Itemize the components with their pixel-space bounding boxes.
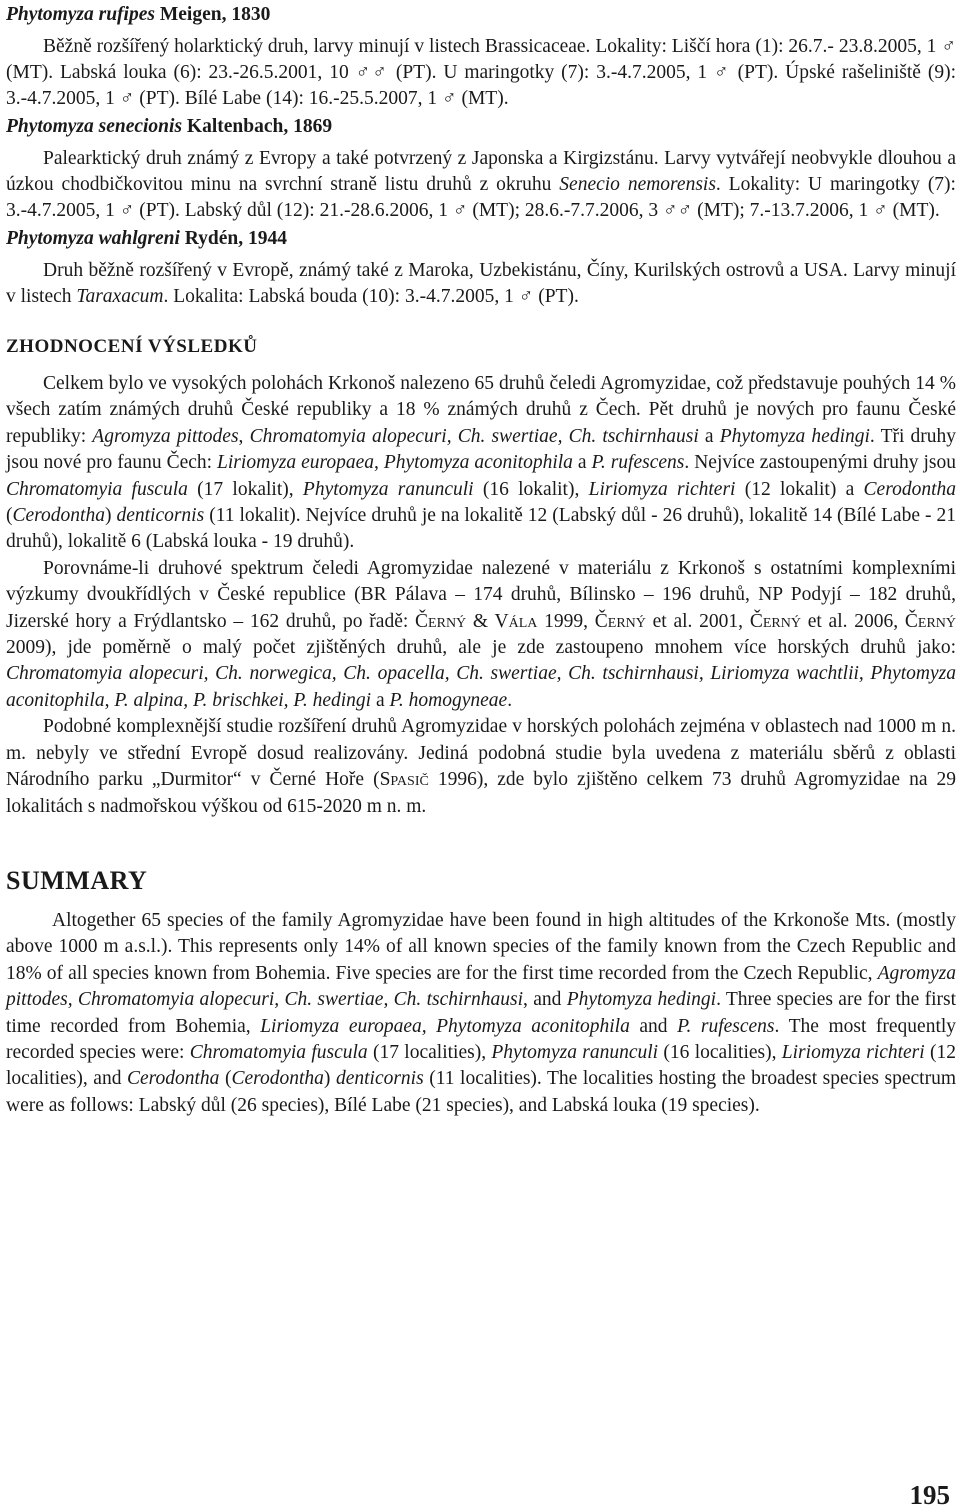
text-run: , [104,689,115,711]
text-run: a [572,452,592,474]
italic-run: Phytomyza hedingi [719,425,870,447]
italic-run: Phytomyza hedingi [566,989,717,1011]
author-citation: Černý & Vála [415,610,538,632]
document-page [6,0,956,1119]
italic-run: Chromatomyia alopecuri, Ch. swertiae, Ch. tschirnhausi [249,425,699,447]
italic-run: Agromyza pittodes [92,425,239,447]
italic-run: Taraxacum [76,286,164,307]
text-run: (16 localities), [658,1041,782,1063]
text-run: Altogether 65 species of the family Agromyzidae have been found in high altitudes of the Krkonoše Mts. (mostly above 1000 m a.s.l.). This represents only 14% of all known species of the family known from the Czech Republic and 18% of all species known from Bohemia. Five species are for the first time recorded from the Czech Republic, [6,909,956,984]
species-entry [6,115,956,224]
italic-run: Phytomyza ranunculi [491,1041,659,1063]
text-run: (12 lokalit) a [735,478,864,500]
italic-run: denticornis [335,1068,424,1090]
text-run: . Nejvíce zastoupenými druhy jsou [684,452,956,474]
text-run: . The most frequently recorded species were: [6,1015,957,1063]
text-run: (11 localities). The localities hosting the broadest species spectrum were as follows: Labský důl (26 species), Bílé Labe (21 species), and Labská louka (19 species). [6,1068,956,1116]
text-run: ) [323,1068,336,1090]
summary-paragraph [6,908,956,1119]
italic-run: P. rufescens [677,1015,775,1037]
italic-run: Chromatomyia alopecuri, Ch. norwegica, Ch. opacella, Ch. swertiae, Ch. tschirnhausi, Liriomyza wachtlii, Phytomyza aconitophila [6,663,956,711]
text-run: . Lokality: U maringotky (7): 3.-4.7.2005, 1 ♂ (PT). Labský důl (12): 21.-28.6.2006, 1 ♂ (MT); 28.6.-7.7.2006, 3 ♂♂ (MT); 7.-13.7.2006, 1 ♂ (MT). [6,174,956,221]
results-heading: ZHODNOCENÍ VÝSLEDKŮ [6,336,258,357]
italic-run: P. homogyneae [389,689,508,711]
text-run: and [629,1015,678,1037]
italic-run: Cerodontha [863,478,956,500]
summary-heading: SUMMARY [6,865,148,895]
author-citation: Černý [594,610,646,632]
italic-run: Senecio nemorensis [559,174,716,195]
text-run: (17 localities), [367,1041,492,1063]
species-author: Meigen, 1830 [154,4,271,25]
text-run: , [238,425,250,447]
text-run: Podobné komplexnější studie rozšíření druhů Agromyzidae v horských polohách zejména v oblastech nad 1000 m n. m. nebyly ve střední Evropě dosud realizovány. Jediná podobná studie byla uvedena z materiálu sběrů z oblasti Národního parku „Durmitor“ v Černé Hoře ( [6,716,956,791]
species-text [6,258,956,310]
italic-run: Liriomyza europaea, Phytomyza aconitophila [217,452,573,474]
italic-run: Chromatomyia fuscula [189,1041,368,1063]
text-run: . Lokalita: Labská bouda (10): 3.-4.7.2005, 1 ♂ (PT). [163,286,579,307]
text-run: Celkem bylo ve vysokých polohách Krkonoš nalezeno 65 druhů čeledi Agromyzidae, což představuje pouhých 14 % všech zatím známých druhů České republiky a 18 % známých druhů z Čech. Pět druhů je nových pro faunu České republiky: [6,373,956,447]
text-run: Palearktický druh známý z Evropy a také potvrzený z Japonska a Kirgizstánu. Larvy vytvářejí neobvykle dlouhou a úzkou chodbičkovitou minu na svrchní straně listu druhů z okruhu [6,148,956,195]
text-run: 1999, [537,610,595,632]
text-run: 1996), zde bylo zjištěno celkem 73 druhů Agromyzidae na 29 lokalitách s nadmořskou výškou od 615-2020 m n. m. [6,769,957,817]
text-run: . Three species are for the first time recorded from Bohemia, [6,989,957,1037]
text-run: Porovnáme-li druhové spektrum čeledi Agromyzidae nalezené v materiálu z Krkonoš s ostatními komplexními výzkumy dvoukřídlých v České republice (BR Pálava – 174 druhů, Bílinsko – 196 druhů, NP Podyjí – 182 druhů, Jizerské hory a Frýdlantsko – 162 druhů, po řadě: [6,557,956,632]
text-run: 2009), jde poměrně o malý počet zjištěných druhů, ale je zde zastoupeno mnohem více horských druhů jako: [6,637,956,659]
text-run: , and [523,989,567,1011]
results-paragraph-1 [6,371,956,556]
results-paragraph-3 [6,714,956,820]
species-text: Běžně rozšířený holarktický druh, larvy minují v listech Brassicaceae. Lokality: Liščí hora (1): 26.7.- 23.8.2005, 1 ♂ (MT). Labská louka (6): 23.-26.5.2001, 10 ♂♂ (PT). U maringotky (7): 3.-4.7.2005, 1 ♂ (PT). Úpské rašeliniště (9): 3.-4.7.2005, 1 ♂ (PT). Bílé Labe (14): 16.-25.5.2007, 1 ♂ (MT). [6,36,956,109]
text-run: a [371,689,390,711]
italic-run: Cerodontha [126,1068,220,1090]
species-name: Phytomyza wahlgreni [6,228,180,249]
text-run: (16 lokalit), [473,478,589,500]
italic-run: P. rufescens [591,452,685,474]
text-run: a [698,425,720,447]
italic-run: Cerodontha [231,1068,324,1090]
text-run: . Tři druhy jsou nové pro faunu Čech: [6,425,957,474]
italic-run: Liriomyza richteri [588,478,736,500]
page-number: 195 [909,1480,950,1510]
results-paragraph-2 [6,556,956,714]
species-name: Phytomyza senecionis [6,116,183,137]
species-entry [6,3,956,112]
text-run: ( [219,1068,232,1090]
italic-run: P. alpina, P. brischkei, P. hedingi [114,689,372,711]
species-author: Rydén, 1944 [179,228,288,249]
text-run: . [507,689,513,711]
species-text [6,146,956,224]
species-heading [6,3,956,27]
species-name: Phytomyza rufipes [6,4,155,25]
italic-run: Cerodontha [12,505,105,527]
text-run: (12 localities), and [6,1041,957,1090]
italic-run: Chromatomyia fuscula [6,478,188,500]
text-run: ( [6,505,13,527]
italic-run: denticornis [116,505,205,527]
species-entry [6,227,956,310]
text-run: et al. 2006, [800,610,905,632]
text-run: ) [104,505,117,527]
author-citation: Černý [749,610,801,632]
italic-run: Liriomyza richteri [781,1041,925,1063]
author-citation: Spasič [379,769,429,791]
italic-run: Agromyza pittodes, Chromatomyia alopecuri, Ch. swertiae, Ch. tschirnhausi [6,962,956,1011]
text-run: Druh běžně rozšířený v Evropě, známý také z Maroka, Uzbekistánu, Číny, Kurilských ostrovů a USA. Larvy minují v listech [6,260,956,307]
text-run: et al. 2001, [645,610,750,632]
text-run: (17 lokalit), [187,478,303,500]
species-author: Kaltenbach, 1869 [182,116,333,137]
species-heading [6,115,956,139]
author-citation: Černý [904,610,957,632]
italic-run: Liriomyza europaea, Phytomyza aconitophila [260,1015,630,1037]
italic-run: Phytomyza ranunculi [302,478,474,500]
text-run: (11 lokalit). Nejvíce druhů je na lokalitě 12 (Labský důl - 26 druhů), lokalitě 14 (Bílé Labe - 21 druhů), lokalitě 6 (Labská louka - 19 druhů). [6,505,956,553]
species-heading [6,227,956,251]
